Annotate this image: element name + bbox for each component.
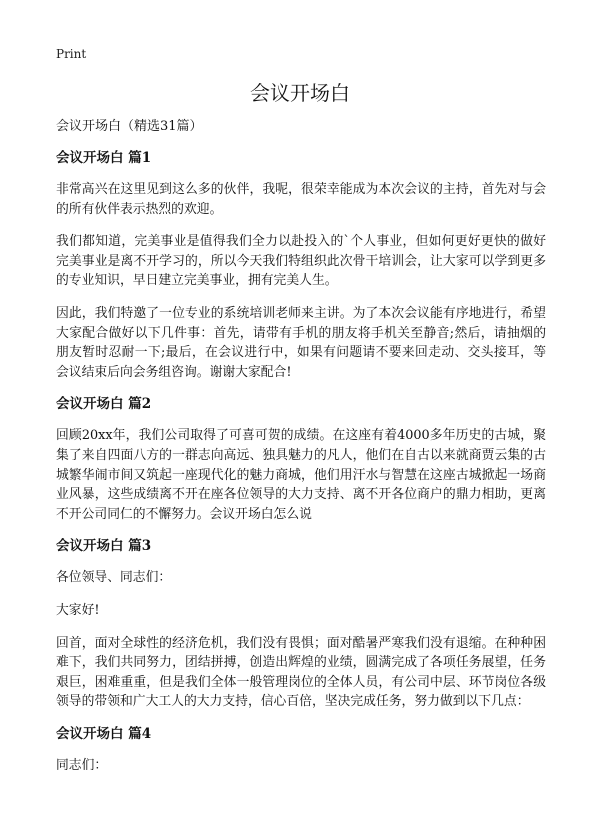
paragraph: 大家好!	[56, 602, 100, 618]
paragraph: 同志们：	[56, 757, 108, 773]
print-link[interactable]: Print	[56, 47, 87, 61]
document-subtitle: 会议开场白（精选31篇）	[56, 119, 203, 134]
section-2	[56, 395, 546, 524]
document-body	[56, 118, 546, 788]
section-4	[56, 725, 546, 776]
section-heading: 会议开场白 篇2	[56, 396, 152, 413]
section-heading: 会议开场白 篇3	[56, 538, 152, 555]
paragraph: 回顾20xx年，我们公司取得了可喜可贺的成绩。在这座有着4000多年历史的古城，聚集了来自四面八方的一群志向高远、独具魅力的凡人，他们在自古以来就商贾云集的古城繁华闹市间又筑起一座现代化的魅力商城，他们用汗水与智慧在这座古城掀起一场商业风暴，这些成绩离不开在座各位领导的大力支持、离不开各位商户的鼎力相助，更离不开公司同仁的不懈努力。会议开场白怎么说	[56, 428, 546, 522]
document-title: 会议开场白	[250, 81, 350, 105]
paragraph: 非常高兴在这里见到这么多的伙伴，我呢，很荣幸能成为本次会议的主持，首先对与会的所有伙伴表示热烈的欢迎。	[56, 182, 546, 217]
section-1	[56, 149, 546, 382]
paragraph: 因此，我们特邀了一位专业的系统培训老师来主讲。为了本次会议能有序地进行，希望大家配合做好以下几件事：首先，请带有手机的朋友将手机关至静音;然后，请抽烟的朋友暂时忍耐一下;最后，在会议进行中，如果有问题请不要来回走动、交头接耳，等会议结束后向会务组咨询。谢谢大家配合!	[56, 305, 546, 380]
paragraph: 各位领导、同志们：	[56, 570, 172, 586]
paragraph: 我们都知道，完美事业是值得我们全力以赴投入的`个人事业，但如何更好更快的做好完美事业是离不开学习的，所以今天我们特组织此次骨干培训会，让大家可以学到更多的专业知识，早日建立完美事业，拥有完美人生。	[56, 234, 546, 289]
section-3	[56, 537, 546, 712]
section-heading: 会议开场白 篇1	[56, 150, 152, 166]
paragraph: 回首，面对全球性的经济危机，我们没有畏惧；面对酷暑严寒我们没有退缩。在种种困难下，我们共同努力，团结拼搏，创造出辉煌的业绩，圆满完成了各项任务展望，任务艰巨，困难重重，但是我们全体一般管理岗位的全体人员，有公司中层、环节岗位各级领导的带领和广大工人的大力支持，信心百倍，坚决完成任务，努力做到以下几点：	[56, 635, 546, 710]
section-heading: 会议开场白 篇4	[56, 725, 152, 742]
